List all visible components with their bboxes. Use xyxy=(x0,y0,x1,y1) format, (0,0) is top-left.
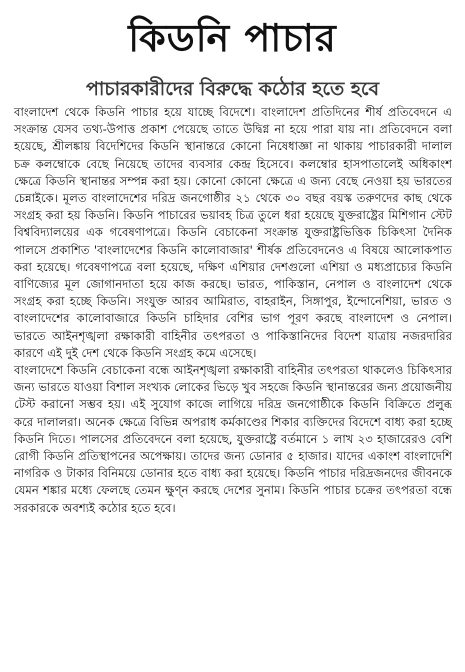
headline: কিডনি পাচার xyxy=(128,16,337,60)
paragraph: বাংলাদেশ থেকে কিডনি পাচার হয়ে যাচ্ছে বিদেশে। বাংলাদেশ প্রতিদিনের শীর্ষ প্রতিবেদনে এ সংক্রান্ত যেসব তথ্য-উপাত্ত প্রকাশ পেয়েছে তাতে উদ্বিগ্ন না হয়ে পারা যায় না। প্রতিবেদনে বলা হয়েছে, শ্রীলঙ্কায় বিদেশিদের কিডনি স্থানান্তরে কোনো নিষেধাজ্ঞা না থাকায় পাচারকারী দালাল চক্র কলম্বোকে বেছে নিয়েছে তাদের ব্যবসার কেন্দ্র হিসেবে। কলম্বোর হাসপাতালেই অধিকাংশ ক্ষেত্রে কিডনি স্থানান্তর সম্পন্ন করা হয়। কোনো কোনো ক্ষেত্রে এ জন্য বেছে নেওয়া হয় ভারতের চেন্নাইকে। মূলত বাংলাদেশের দরিদ্র জনগোষ্ঠীর ২১ থেকে ৩০ বছর বয়স্ক তরুণদের কাছ থেকে সংগ্রহ করা হয় কিডনি। কিডনি পাচারের ভয়াবহ চিত্র তুলে ধরা হয়েছে যুক্তরাষ্ট্রের মিশিগান স্টেট বিশ্ববিদ্যালয়ের এক গবেষণাপত্রে। কিডনি বেচাকেনা সংক্রান্ত যুক্তরাষ্ট্রভিত্তিক চিকিৎসা দৈনিক পালসে প্রকাশিত 'বাংলাদেশের কিডনি কালোবাজার' শীর্ষক প্রতিবেদনেও এ বিষয়ে আলোকপাত করা হয়েছে। গবেষণাপত্রে বলা হয়েছে, দক্ষিণ এশিয়ার দেশগুলো এশিয়া ও মধ্যপ্রাচ্যের কিডনি বাণিজ্যের মূল জোগানদাতা হয়ে কাজ করছে। ভারত, পাকিস্তান, নেপাল ও বাংলাদেশ থেকে সংগ্রহ করা হচ্ছে কিডনি। সংযুক্ত আরব আমিরাত, বাহরাইন, সিঙ্গাপুর, ইন্দোনেশিয়া, ভারত ও বাংলাদেশের কালোবাজারে কিডনি চাহিদার বেশির ভাগ পূরণ করছে বাংলাদেশ ও নেপাল। ভারতে আইনশৃঙ্খলা রক্ষাকারী বাহিনীর তৎপরতা ও পাকিস্তানিদের বিদেশ যাত্রায় নজরদারির কারণে এই দুই দেশ থেকে কিডনি সংগ্রহ কমে এসেছে। xyxy=(14,105,452,360)
article-body xyxy=(14,104,452,517)
subheadline: পাচারকারীদের বিরুদ্ধে কঠোর হতে হবে xyxy=(85,78,380,100)
paragraph: বাংলাদেশে কিডনি বেচাকেনা বন্ধে আইনশৃঙ্খলা রক্ষাকারী বাহিনীর তৎপরতা থাকলেও চিকিৎসার জন্য ভারতে যাওয়া বিশাল সংখ্যক লোকের ভিড়ে খুব সহজে কিডনি স্থানান্তরের জন্য প্রয়োজনীয় টেস্ট করানো সম্ভব হয়। এই সুযোগ কাজে লাগিয়ে দরিদ্র জনগোষ্ঠীকে কিডনি বিক্রিতে প্রলুব্ধ করে দালালরা। অনেক ক্ষেত্রে বিভিন্ন অপরাধ কর্মকাণ্ডের শিকার ব্যক্তিদের বিদেশে বাধ্য করা হচ্ছে কিডনি দিতে। পালসের প্রতিবেদনে বলা হয়েছে, যুক্তরাষ্ট্রে বর্তমানে ১ লাখ ২৩ হাজারেরও বেশি রোগী কিডনি প্রতিস্থাপনের অপেক্ষায়। তাদের জন্য ডোনার ৫ হাজার। যাদের একাংশ বাংলাদেশি নাগরিক ও টাকার বিনিময়ে ডোনার হতে বাধ্য করা হয়েছে। কিডনি পাচার দরিদ্রজনদের জীবনকে যেমন শঙ্কার মধ্যে ফেলছে তেমন ক্ষুণ্ন করছে দেশের সুনাম। কিডনি পাচার চক্রের তৎপরতা বন্ধে সরকারকে অবশ্যই কঠোর হতে হবে। xyxy=(14,363,452,515)
